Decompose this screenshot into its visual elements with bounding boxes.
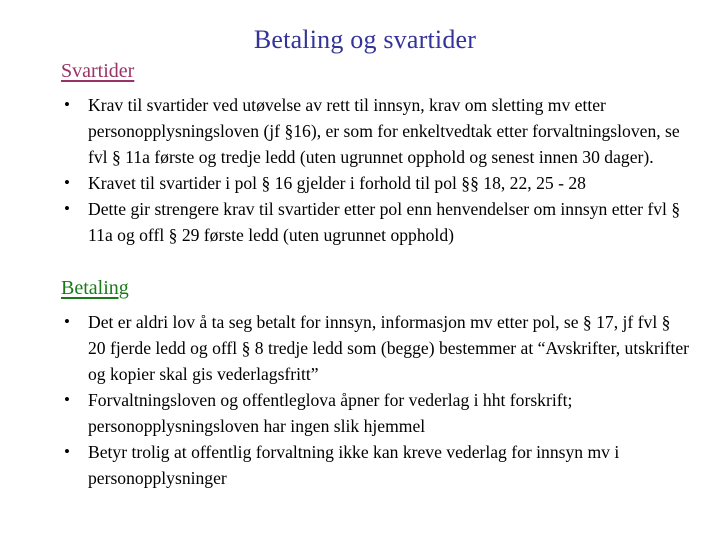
section-heading-betaling: Betaling (61, 277, 129, 299)
bullet-text: Betyr trolig at offentlig forvaltning ikke kan kreve vederlag for innsyn mv i personopplysninger (88, 442, 620, 488)
list-item (61, 387, 691, 439)
bullet-icon: • (64, 95, 70, 114)
bullet-text: Forvaltningsloven og offentleglova åpner for vederlag i hht forskrift; personopplysningsloven har ingen slik hjemmel (88, 390, 573, 436)
list-item (61, 92, 691, 170)
list-item (61, 170, 691, 196)
list-item (61, 309, 691, 387)
bullet-icon: • (64, 390, 70, 409)
bullet-list-svartider (61, 92, 691, 248)
bullet-text: Krav til svartider ved utøvelse av rett til innsyn, krav om sletting mv etter personopplysningsloven (jf §16), er som for enkeltvedtak etter forvaltningsloven, se fvl § 11a første og tredje ledd (uten ugrunnet opphold og senest innen 30 dager). (88, 95, 680, 167)
list-item (61, 196, 691, 248)
bullet-icon: • (64, 312, 70, 331)
bullet-icon: • (64, 442, 70, 461)
bullet-icon: • (64, 173, 70, 192)
bullet-icon: • (64, 199, 70, 218)
list-item (61, 439, 691, 491)
section-heading-svartider: Svartider (61, 60, 135, 82)
slide-title: Betaling og svartider (253, 25, 477, 54)
bullet-text: Dette gir strengere krav til svartider etter pol enn henvendelser om innsyn etter fvl § 11a og offl § 29 første ledd (uten ugrunnet opphold) (88, 199, 681, 245)
bullet-text: Det er aldri lov å ta seg betalt for innsyn, informasjon mv etter pol, se § 17, jf fvl § 20 fjerde ledd og offl § 8 tredje ledd som (begge) bestemmer at “Avskrifter, utskrifter og kopier skal gis vederlagsfritt” (88, 312, 690, 384)
bullet-list-betaling (61, 309, 691, 491)
bullet-text: Kravet til svartider i pol § 16 gjelder i forhold til pol §§ 18, 22, 25 - 28 (88, 173, 586, 193)
